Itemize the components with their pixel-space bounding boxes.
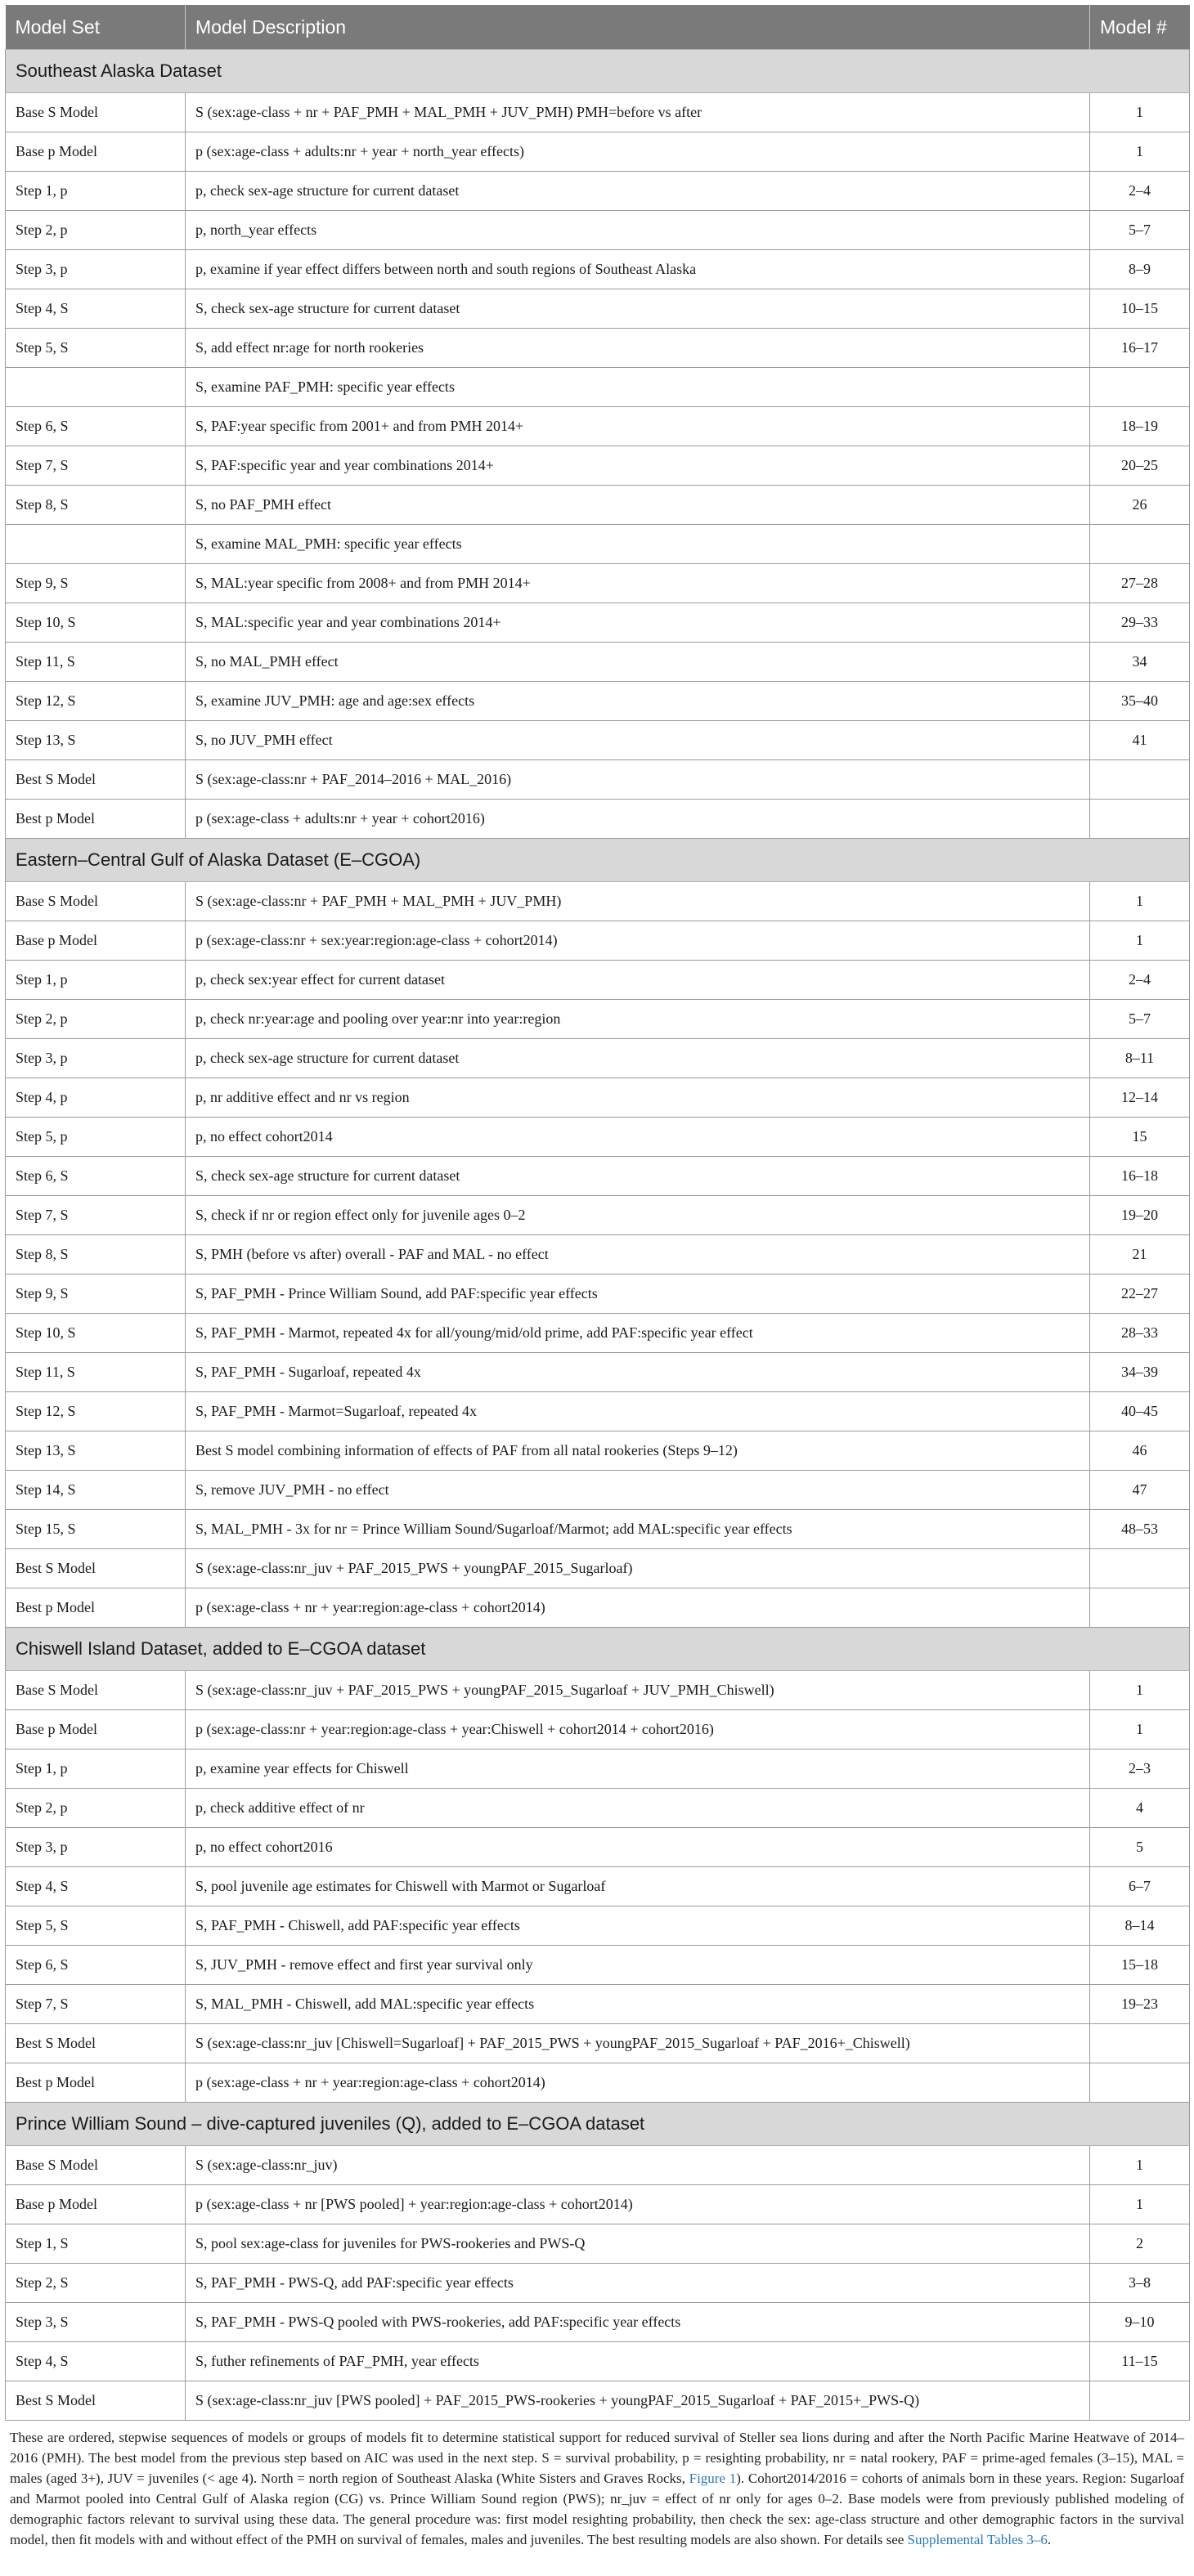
cell-model-description: p (sex:age-class + adults:nr + year + cohort2016) <box>186 800 1090 839</box>
cell-model-description: S, PAF_PMH - Marmot, repeated 4x for all/young/mid/old prime, add PAF:specific year effect <box>186 1314 1090 1353</box>
cell-model-number: 1 <box>1090 132 1190 172</box>
cell-model-set: Step 2, p <box>6 1789 186 1828</box>
cell-model-number <box>1090 368 1190 407</box>
table-row <box>6 1157 1190 1196</box>
cell-model-set: Base S Model <box>6 93 186 132</box>
cell-model-number: 1 <box>1090 1671 1190 1710</box>
table-row <box>6 1588 1190 1628</box>
cell-model-description: S, no PAF_PMH effect <box>186 486 1090 525</box>
table-row <box>6 2342 1190 2381</box>
cell-model-number: 15 <box>1090 1118 1190 1157</box>
table-row <box>6 682 1190 721</box>
cell-model-number: 34 <box>1090 643 1190 682</box>
cell-model-number: 10–15 <box>1090 289 1190 329</box>
cell-model-description: S, check sex-age structure for current dataset <box>186 1157 1090 1196</box>
cell-model-description: S, pool juvenile age estimates for Chiswell with Marmot or Sugarloaf <box>186 1867 1090 1906</box>
table-row <box>6 1710 1190 1749</box>
cell-model-set: Step 4, S <box>6 1867 186 1906</box>
cell-model-number: 19–20 <box>1090 1196 1190 1235</box>
table-row <box>6 1392 1190 1431</box>
table-row <box>6 2146 1190 2185</box>
cell-model-number: 1 <box>1090 93 1190 132</box>
cell-model-set: Step 11, S <box>6 1353 186 1392</box>
supplemental-tables-link[interactable]: Supplemental Tables 3–6 <box>907 2532 1048 2547</box>
cell-model-number <box>1090 1588 1190 1628</box>
cell-model-number: 2 <box>1090 2224 1190 2264</box>
table-row <box>6 1789 1190 1828</box>
cell-model-set: Best S Model <box>6 760 186 800</box>
cell-model-number <box>1090 800 1190 839</box>
table-row <box>6 2063 1190 2103</box>
cell-model-number: 15–18 <box>1090 1946 1190 1985</box>
cell-model-number: 16–18 <box>1090 1157 1190 1196</box>
cell-model-set: Base S Model <box>6 1671 186 1710</box>
cell-model-set: Step 10, S <box>6 1314 186 1353</box>
cell-model-description: S, PAF_PMH - Prince William Sound, add PAF:specific year effects <box>186 1275 1090 1314</box>
header-model-number: Model # <box>1090 5 1190 50</box>
table-row <box>6 93 1190 132</box>
cell-model-description: S, check if nr or region effect only for juvenile ages 0–2 <box>186 1196 1090 1235</box>
table-row <box>6 2224 1190 2264</box>
cell-model-set: Step 12, S <box>6 1392 186 1431</box>
cell-model-number: 26 <box>1090 486 1190 525</box>
cell-model-set: Step 1, p <box>6 1749 186 1789</box>
table-row <box>6 1000 1190 1039</box>
footnote-text-a: These are ordered, stepwise sequences of models or groups of models fit to determine statistical support for reduced survival of Steller sea lions during and after the North Pacific Marine Heatwave of 2014–2016 (PMH). The best model from the previous step based on AIC was used in the next step. S = survival probability, p = resighting probability, nr = natal rookery, PAF = prime-aged females (3–15), MAL = males (aged 3+), JUV = juveniles (< age 4). North = north region of Southeast Alaska (White Sisters and Graves Rocks, <box>10 2430 1184 2486</box>
footnote-text-b: ). Cohort2014/2016 = cohorts of animals born in these years. Region: Sugarloaf and Marmot pooled into Central Gulf of Alaska region (CG) vs. Prince William Sound region (PWS); nr_juv = effect of nr only for ages 0–2. Base models were from previously published modeling of demographic factors relevant to survival using these data. The general procedure was: first model resighting probability, then check the sex: age-class structure and other demographic factors in the survival model, then fit models with and without effect of the PMH on survival of females, males and juveniles. The best resulting models are also shown. For details see <box>10 2471 1185 2547</box>
cell-model-number: 3–8 <box>1090 2264 1190 2303</box>
cell-model-number: 29–33 <box>1090 603 1190 643</box>
cell-model-set: Step 14, S <box>6 1471 186 1510</box>
cell-model-set: Step 3, p <box>6 1828 186 1867</box>
table-row <box>6 2185 1190 2224</box>
cell-model-set: Base S Model <box>6 2146 186 2185</box>
cell-model-set: Best S Model <box>6 2381 186 2421</box>
table-row <box>6 961 1190 1000</box>
table-footnote <box>5 2421 1189 2550</box>
cell-model-set: Step 6, S <box>6 1157 186 1196</box>
cell-model-set <box>6 368 186 407</box>
table-row <box>6 525 1190 564</box>
table-row <box>6 564 1190 603</box>
cell-model-number: 11–15 <box>1090 2342 1190 2381</box>
cell-model-number: 2–4 <box>1090 961 1190 1000</box>
cell-model-description: S, examine PAF_PMH: specific year effects <box>186 368 1090 407</box>
section-title: Chiswell Island Dataset, added to E–CGOA dataset <box>6 1628 1190 1671</box>
cell-model-set: Best S Model <box>6 1549 186 1588</box>
cell-model-set: Base p Model <box>6 2185 186 2224</box>
cell-model-set: Step 13, S <box>6 721 186 760</box>
cell-model-number: 48–53 <box>1090 1510 1190 1549</box>
cell-model-description: p, nr additive effect and nr vs region <box>186 1078 1090 1118</box>
section-title: Southeast Alaska Dataset <box>6 50 1190 93</box>
cell-model-number: 5 <box>1090 1828 1190 1867</box>
cell-model-set: Step 13, S <box>6 1431 186 1471</box>
table-row <box>6 1353 1190 1392</box>
cell-model-set: Step 7, S <box>6 1985 186 2024</box>
cell-model-set: Best p Model <box>6 1588 186 1628</box>
cell-model-description: S (sex:age-class:nr + PAF_2014–2016 + MAL_2016) <box>186 760 1090 800</box>
cell-model-set: Step 2, p <box>6 211 186 250</box>
cell-model-number: 8–9 <box>1090 250 1190 289</box>
cell-model-number <box>1090 1549 1190 1588</box>
cell-model-number <box>1090 2063 1190 2103</box>
cell-model-number: 34–39 <box>1090 1353 1190 1392</box>
cell-model-description: S, examine JUV_PMH: age and age:sex effects <box>186 682 1090 721</box>
cell-model-set: Best S Model <box>6 2024 186 2063</box>
cell-model-description: S, PAF_PMH - Sugarloaf, repeated 4x <box>186 1353 1090 1392</box>
table-row <box>6 289 1190 329</box>
cell-model-description: S, check sex-age structure for current dataset <box>186 289 1090 329</box>
cell-model-description: S, PAF:specific year and year combinations 2014+ <box>186 446 1090 486</box>
table-header <box>6 5 1190 50</box>
header-model-set: Model Set <box>6 5 186 50</box>
cell-model-description: S, PAF:year specific from 2001+ and from PMH 2014+ <box>186 407 1090 446</box>
table-row <box>6 2024 1190 2063</box>
table-row <box>6 2264 1190 2303</box>
cell-model-description: S, MAL_PMH - 3x for nr = Prince William Sound/Sugarloaf/Marmot; add MAL:specific year effects <box>186 1510 1090 1549</box>
cell-model-number <box>1090 2381 1190 2421</box>
cell-model-set: Best p Model <box>6 2063 186 2103</box>
table-row <box>6 1510 1190 1549</box>
cell-model-description: p, check nr:year:age and pooling over year:nr into year:region <box>186 1000 1090 1039</box>
cell-model-set: Step 3, p <box>6 1039 186 1078</box>
cell-model-description: S, no MAL_PMH effect <box>186 643 1090 682</box>
cell-model-number: 1 <box>1090 882 1190 921</box>
cell-model-description: p (sex:age-class:nr + sex:year:region:age-class + cohort2014) <box>186 921 1090 961</box>
cell-model-description: Best S model combining information of effects of PAF from all natal rookeries (Steps 9–12) <box>186 1431 1090 1471</box>
cell-model-description: S, PMH (before vs after) overall - PAF and MAL - no effect <box>186 1235 1090 1275</box>
cell-model-number: 46 <box>1090 1431 1190 1471</box>
cell-model-description: p (sex:age-class + nr [PWS pooled] + year:region:age-class + cohort2014) <box>186 2185 1090 2224</box>
table-row <box>6 643 1190 682</box>
section-header-row <box>6 2103 1190 2146</box>
cell-model-number: 1 <box>1090 1710 1190 1749</box>
footnote-text-c: . <box>1047 2532 1052 2547</box>
cell-model-set: Step 8, S <box>6 486 186 525</box>
cell-model-set: Best p Model <box>6 800 186 839</box>
section-title: Prince William Sound – dive-captured juveniles (Q), added to E–CGOA dataset <box>6 2103 1190 2146</box>
table-row <box>6 603 1190 643</box>
cell-model-set: Step 1, p <box>6 961 186 1000</box>
cell-model-number: 8–14 <box>1090 1906 1190 1946</box>
table-row <box>6 1314 1190 1353</box>
cell-model-description: p (sex:age-class:nr + year:region:age-class + year:Chiswell + cohort2014 + cohort2016) <box>186 1710 1090 1749</box>
cell-model-set: Step 4, S <box>6 2342 186 2381</box>
cell-model-set: Step 7, S <box>6 446 186 486</box>
cell-model-set <box>6 525 186 564</box>
cell-model-set: Step 5, S <box>6 329 186 368</box>
header-model-description: Model Description <box>186 5 1090 50</box>
cell-model-set: Base p Model <box>6 132 186 172</box>
table-row <box>6 1431 1190 1471</box>
cell-model-number: 1 <box>1090 921 1190 961</box>
table-row <box>6 211 1190 250</box>
table-row <box>6 1235 1190 1275</box>
table-row <box>6 172 1190 211</box>
cell-model-description: p, no effect cohort2014 <box>186 1118 1090 1157</box>
cell-model-description: S, futher refinements of PAF_PMH, year effects <box>186 2342 1090 2381</box>
cell-model-number: 28–33 <box>1090 1314 1190 1353</box>
cell-model-set: Step 15, S <box>6 1510 186 1549</box>
cell-model-number: 1 <box>1090 2185 1190 2224</box>
cell-model-description: S, pool sex:age-class for juveniles for PWS-rookeries and PWS-Q <box>186 2224 1090 2264</box>
cell-model-number: 8–11 <box>1090 1039 1190 1078</box>
header-row <box>6 5 1190 50</box>
cell-model-number: 22–27 <box>1090 1275 1190 1314</box>
cell-model-number: 5–7 <box>1090 211 1190 250</box>
cell-model-set: Step 11, S <box>6 643 186 682</box>
cell-model-description: S, PAF_PMH - Marmot=Sugarloaf, repeated 4x <box>186 1392 1090 1431</box>
table-row <box>6 1985 1190 2024</box>
cell-model-number: 27–28 <box>1090 564 1190 603</box>
cell-model-description: p (sex:age-class + nr + year:region:age-class + cohort2014) <box>186 1588 1090 1628</box>
cell-model-set: Step 5, p <box>6 1118 186 1157</box>
section-title: Eastern–Central Gulf of Alaska Dataset (E–CGOA) <box>6 839 1190 882</box>
cell-model-description: p (sex:age-class + adults:nr + year + north_year effects) <box>186 132 1090 172</box>
cell-model-description: S, MAL_PMH - Chiswell, add MAL:specific year effects <box>186 1985 1090 2024</box>
cell-model-description: p, check sex:year effect for current dataset <box>186 961 1090 1000</box>
cell-model-description: S (sex:age-class:nr_juv [Chiswell=Sugarloaf] + PAF_2015_PWS + youngPAF_2015_Sugarloaf + PAF_2016+_Chiswell) <box>186 2024 1090 2063</box>
cell-model-description: S, MAL:specific year and year combinations 2014+ <box>186 603 1090 643</box>
cell-model-set: Step 8, S <box>6 1235 186 1275</box>
table-row <box>6 760 1190 800</box>
cell-model-description: S, JUV_PMH - remove effect and first year survival only <box>186 1946 1090 1985</box>
cell-model-description: p, no effect cohort2016 <box>186 1828 1090 1867</box>
cell-model-number: 21 <box>1090 1235 1190 1275</box>
table-row <box>6 329 1190 368</box>
cell-model-set: Base p Model <box>6 921 186 961</box>
cell-model-description: S (sex:age-class:nr_juv + PAF_2015_PWS + youngPAF_2015_Sugarloaf) <box>186 1549 1090 1588</box>
cell-model-set: Step 6, S <box>6 407 186 446</box>
cell-model-set: Base S Model <box>6 882 186 921</box>
cell-model-description: p, examine if year effect differs between north and south regions of Southeast Alaska <box>186 250 1090 289</box>
table-row <box>6 368 1190 407</box>
cell-model-number: 5–7 <box>1090 1000 1190 1039</box>
cell-model-number: 35–40 <box>1090 682 1190 721</box>
cell-model-number: 12–14 <box>1090 1078 1190 1118</box>
table-row <box>6 1039 1190 1078</box>
table-row <box>6 1196 1190 1235</box>
cell-model-number: 2–3 <box>1090 1749 1190 1789</box>
cell-model-description: S, PAF_PMH - Chiswell, add PAF:specific year effects <box>186 1906 1090 1946</box>
table-row <box>6 1828 1190 1867</box>
cell-model-description: p, check additive effect of nr <box>186 1789 1090 1828</box>
table-row <box>6 800 1190 839</box>
cell-model-description: S, examine MAL_PMH: specific year effects <box>186 525 1090 564</box>
cell-model-number: 9–10 <box>1090 2303 1190 2342</box>
table-row <box>6 250 1190 289</box>
cell-model-number: 6–7 <box>1090 1867 1190 1906</box>
cell-model-number: 2–4 <box>1090 172 1190 211</box>
cell-model-description: S, PAF_PMH - PWS-Q pooled with PWS-rookeries, add PAF:specific year effects <box>186 2303 1090 2342</box>
cell-model-set: Step 6, S <box>6 1946 186 1985</box>
cell-model-set: Step 9, S <box>6 564 186 603</box>
cell-model-number: 1 <box>1090 2146 1190 2185</box>
cell-model-description: S (sex:age-class:nr_juv + PAF_2015_PWS + youngPAF_2015_Sugarloaf + JUV_PMH_Chiswell) <box>186 1671 1090 1710</box>
cell-model-set: Step 3, S <box>6 2303 186 2342</box>
cell-model-number: 18–19 <box>1090 407 1190 446</box>
cell-model-set: Step 3, p <box>6 250 186 289</box>
cell-model-set: Step 2, p <box>6 1000 186 1039</box>
cell-model-number <box>1090 760 1190 800</box>
cell-model-set: Step 7, S <box>6 1196 186 1235</box>
cell-model-number: 47 <box>1090 1471 1190 1510</box>
cell-model-number: 40–45 <box>1090 1392 1190 1431</box>
cell-model-set: Step 9, S <box>6 1275 186 1314</box>
cell-model-set: Step 12, S <box>6 682 186 721</box>
table-row <box>6 1671 1190 1710</box>
table-row <box>6 407 1190 446</box>
cell-model-description: p, check sex-age structure for current dataset <box>186 1039 1090 1078</box>
cell-model-number <box>1090 525 1190 564</box>
cell-model-description: p, check sex-age structure for current dataset <box>186 172 1090 211</box>
table-row <box>6 921 1190 961</box>
table-row <box>6 2381 1190 2421</box>
table-row <box>6 486 1190 525</box>
cell-model-description: S, add effect nr:age for north rookeries <box>186 329 1090 368</box>
cell-model-set: Step 4, p <box>6 1078 186 1118</box>
cell-model-set: Step 1, p <box>6 172 186 211</box>
cell-model-set: Step 2, S <box>6 2264 186 2303</box>
cell-model-set: Step 1, S <box>6 2224 186 2264</box>
model-table <box>5 5 1190 2421</box>
table-row <box>6 721 1190 760</box>
section-header-row <box>6 839 1190 882</box>
table-row <box>6 132 1190 172</box>
cell-model-number: 41 <box>1090 721 1190 760</box>
cell-model-description: p (sex:age-class + nr + year:region:age-class + cohort2014) <box>186 2063 1090 2103</box>
cell-model-description: S, remove JUV_PMH - no effect <box>186 1471 1090 1510</box>
table-row <box>6 1867 1190 1906</box>
cell-model-description: p, north_year effects <box>186 211 1090 250</box>
table-body <box>6 50 1190 2421</box>
cell-model-number <box>1090 2024 1190 2063</box>
cell-model-description: S (sex:age-class:nr + PAF_PMH + MAL_PMH + JUV_PMH) <box>186 882 1090 921</box>
cell-model-set: Step 10, S <box>6 603 186 643</box>
cell-model-set: Step 5, S <box>6 1906 186 1946</box>
cell-model-number: 20–25 <box>1090 446 1190 486</box>
cell-model-description: p, examine year effects for Chiswell <box>186 1749 1090 1789</box>
cell-model-set: Step 4, S <box>6 289 186 329</box>
table-row <box>6 446 1190 486</box>
cell-model-number: 4 <box>1090 1789 1190 1828</box>
table-row <box>6 1906 1190 1946</box>
cell-model-number: 19–23 <box>1090 1985 1190 2024</box>
cell-model-description: S (sex:age-class:nr_juv) <box>186 2146 1090 2185</box>
cell-model-description: S, MAL:year specific from 2008+ and from PMH 2014+ <box>186 564 1090 603</box>
cell-model-set: Base p Model <box>6 1710 186 1749</box>
cell-model-description: S (sex:age-class:nr_juv [PWS pooled] + PAF_2015_PWS-rookeries + youngPAF_2015_Sugarloaf + PAF_2015+_PWS-Q) <box>186 2381 1090 2421</box>
table-row <box>6 1946 1190 1985</box>
figure-1-link[interactable]: Figure 1 <box>689 2471 737 2486</box>
section-header-row <box>6 50 1190 93</box>
table-row <box>6 2303 1190 2342</box>
table-row <box>6 1549 1190 1588</box>
cell-model-description: S, no JUV_PMH effect <box>186 721 1090 760</box>
table-row <box>6 882 1190 921</box>
cell-model-description: S, PAF_PMH - PWS-Q, add PAF:specific year effects <box>186 2264 1090 2303</box>
table-row <box>6 1749 1190 1789</box>
table-row <box>6 1118 1190 1157</box>
table-row <box>6 1275 1190 1314</box>
table-row <box>6 1078 1190 1118</box>
cell-model-number: 16–17 <box>1090 329 1190 368</box>
cell-model-description: S (sex:age-class + nr + PAF_PMH + MAL_PMH + JUV_PMH) PMH=before vs after <box>186 93 1090 132</box>
section-header-row <box>6 1628 1190 1671</box>
table-row <box>6 1471 1190 1510</box>
